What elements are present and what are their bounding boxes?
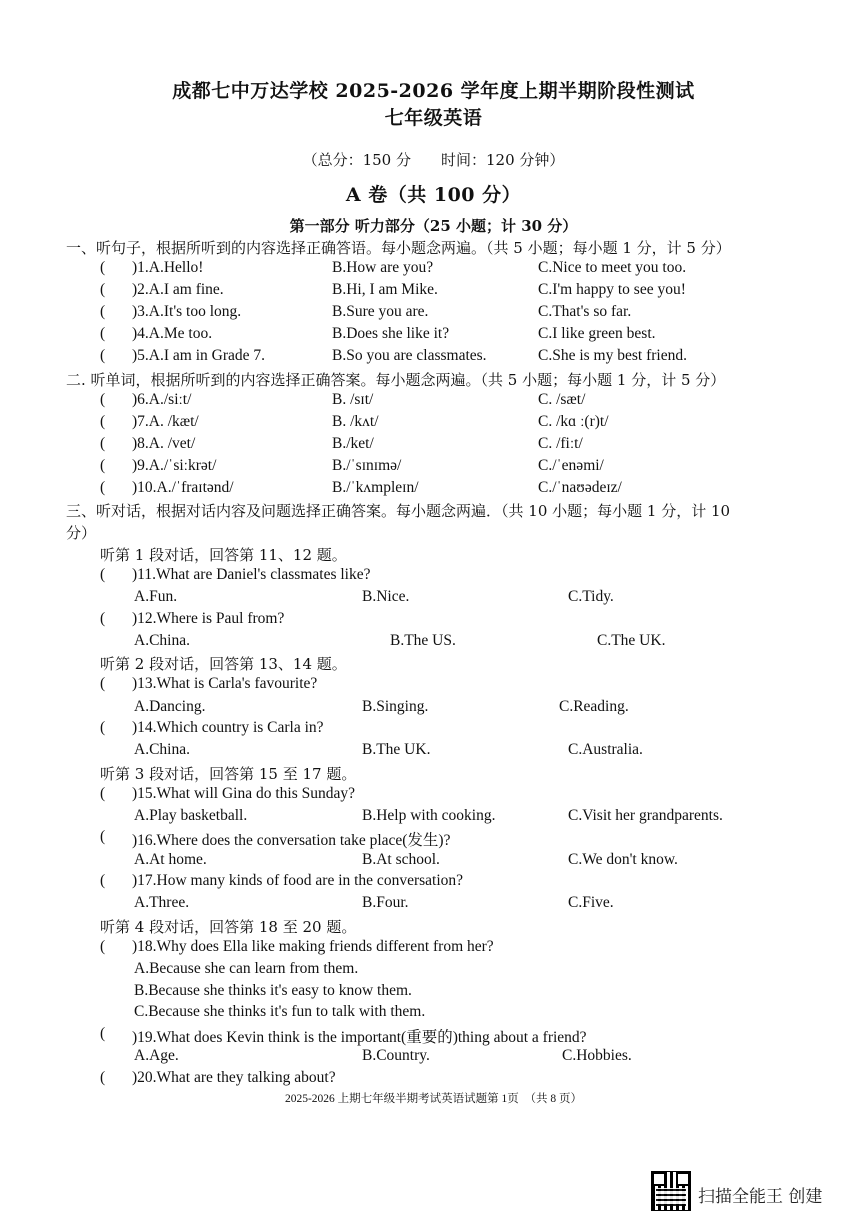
question-option-a: )8.A. /vet/ <box>132 435 196 452</box>
qr-code-icon <box>652 1172 690 1210</box>
part-heading: 第一部分 听力部分（25 小题；计 30 分） <box>289 217 578 235</box>
option-c: C.The UK. <box>597 632 666 649</box>
answer-blank: ( <box>100 675 106 692</box>
option-b: B.Because she thinks it's easy to know them. <box>134 982 412 999</box>
option-c: C.She is my best friend. <box>538 347 687 364</box>
option-b: B.Country. <box>362 1047 430 1064</box>
exam-subtitle: 七年级英语 <box>384 107 483 129</box>
question-option-a: )4.A.Me too. <box>132 325 213 342</box>
answer-blank: ( <box>100 1025 106 1042</box>
answer-blank: ( <box>100 391 106 408</box>
option-a: A.Three. <box>134 894 190 911</box>
option-a: A.Play basketball. <box>134 807 248 824</box>
option-b: B.The US. <box>390 632 456 649</box>
section-3-instruction: 三、听对话，根据对话内容及问题选择正确答案。每小题念两遍．（共 10 小题；每小题 1 分，计 10 <box>66 502 731 520</box>
answer-blank: ( <box>100 785 106 802</box>
option-b: B./ˈsɪnɪmə/ <box>332 457 402 474</box>
option-a: A.Because she can learn from them. <box>134 960 359 977</box>
option-b: B. /kʌt/ <box>332 413 379 430</box>
option-c: C.Tidy. <box>568 588 614 605</box>
answer-blank: ( <box>100 828 106 845</box>
option-b: B.Four. <box>362 894 409 911</box>
page-footer: 2025-2026 上期七年级半期考试英语试题第 1页 （共 8 页） <box>284 1093 583 1105</box>
section-1-instruction: 一、听句子，根据所听到的内容选择正确答语。每小题念两遍。（共 5 小题；每小题 1 分，计 5 分） <box>66 239 731 257</box>
option-c: C./ˈenəmi/ <box>538 457 604 474</box>
option-b: B.How are you? <box>332 259 434 276</box>
question-20: )20.What are they talking about? <box>132 1069 336 1086</box>
dialogue-1-heading: 听第 1 段对话，回答第 11、12 题。 <box>100 546 347 564</box>
section-3-instruction-cont: 分） <box>66 524 97 542</box>
option-a: A.Age. <box>134 1047 179 1064</box>
question-option-a: )1.A.Hello! <box>132 259 204 276</box>
option-c: C. /sæt/ <box>538 391 586 408</box>
option-b: B.At school. <box>362 851 440 868</box>
question-17: )17.How many kinds of food are in the conversation? <box>132 872 464 889</box>
dialogue-3-heading: 听第 3 段对话，回答第 15 至 17 题。 <box>100 765 357 783</box>
question-18: )18.Why does Ella like making friends different from her? <box>132 938 494 955</box>
dialogue-2-heading: 听第 2 段对话，回答第 13、14 题。 <box>100 655 347 673</box>
question-option-a: )7.A. /kæt/ <box>132 413 199 430</box>
option-c: C./ˈnaʊədeɪz/ <box>538 479 622 496</box>
answer-blank: ( <box>100 347 106 364</box>
answer-blank: ( <box>100 435 106 452</box>
option-a: A.Dancing. <box>134 698 206 715</box>
option-a: A.At home. <box>134 851 207 868</box>
option-b: B.Singing. <box>362 698 429 715</box>
answer-blank: ( <box>100 303 106 320</box>
option-c: C.I'm happy to see you! <box>538 281 686 298</box>
question-option-a: )3.A.It's too long. <box>132 303 242 320</box>
answer-blank: ( <box>100 872 106 889</box>
answer-blank: ( <box>100 281 106 298</box>
dialogue-4-heading: 听第 4 段对话，回答第 18 至 20 题。 <box>100 918 357 936</box>
answer-blank: ( <box>100 479 106 496</box>
option-c: C.That's so far. <box>538 303 632 320</box>
question-option-a: )10.A./ˈfraɪtənd/ <box>132 479 234 496</box>
option-c: C. /kɑ ː(r)t/ <box>538 413 609 430</box>
answer-blank: ( <box>100 566 106 583</box>
option-c: C.Because she thinks it's fun to talk with them. <box>134 1003 426 1020</box>
question-15: )15.What will Gina do this Sunday? <box>132 785 355 802</box>
answer-blank: ( <box>100 413 106 430</box>
option-b: B.Sure you are. <box>332 303 429 320</box>
volume-heading: A 卷（共 100 分） <box>345 184 522 206</box>
section-2-instruction: 二. 听单词，根据所听到的内容选择正确答案。每小题念两遍。（共 5 小题；每小题 1 分，计 5 分） <box>66 371 726 389</box>
option-c: C.Australia. <box>568 741 643 758</box>
question-option-a: )2.A.I am fine. <box>132 281 224 298</box>
question-11: )11.What are Daniel's classmates like? <box>132 566 371 583</box>
question-16: )16.Where does the conversation take place(发生)? <box>132 832 451 849</box>
answer-blank: ( <box>100 259 106 276</box>
answer-blank: ( <box>100 938 106 955</box>
option-a: A.China. <box>134 632 190 649</box>
option-c: C.Visit her grandparents. <box>568 807 723 824</box>
question-13: )13.What is Carla's favourite? <box>132 675 318 692</box>
option-c: C.Hobbies. <box>562 1047 632 1064</box>
option-b: B.So you are classmates. <box>332 347 487 364</box>
option-c: C.We don't know. <box>568 851 678 868</box>
option-b: B.Nice. <box>362 588 410 605</box>
option-b: B.Help with cooking. <box>362 807 496 824</box>
question-option-a: )6.A./siːt/ <box>132 391 192 408</box>
option-c: C.I like green best. <box>538 325 656 342</box>
question-option-a: )5.A.I am in Grade 7. <box>132 347 265 364</box>
answer-blank: ( <box>100 719 106 736</box>
question-14: )14.Which country is Carla in? <box>132 719 324 736</box>
scanner-watermark: 扫描全能王 创建 <box>698 1187 823 1207</box>
answer-blank: ( <box>100 457 106 474</box>
option-c: C. /fiːt/ <box>538 435 583 452</box>
answer-blank: ( <box>100 610 106 627</box>
option-b: B.The UK. <box>362 741 431 758</box>
option-c: C.Five. <box>568 894 614 911</box>
exam-title: 成都七中万达学校 2025-2026 学年度上期半期阶段性测试 <box>172 80 695 102</box>
question-19: )19.What does Kevin think is the important(重要的)thing about a friend? <box>132 1029 587 1046</box>
option-b: B./ket/ <box>332 435 374 452</box>
option-a: A.China. <box>134 741 190 758</box>
answer-blank: ( <box>100 1069 106 1086</box>
option-b: B.Hi, I am Mike. <box>332 281 438 298</box>
option-c: C.Nice to meet you too. <box>538 259 687 276</box>
answer-blank: ( <box>100 325 106 342</box>
option-c: C.Reading. <box>559 698 629 715</box>
question-option-a: )9.A./ˈsiːkrət/ <box>132 457 217 474</box>
option-b: B.Does she like it? <box>332 325 450 342</box>
exam-meta: （总分：150 分 时间：120 分钟） <box>302 151 565 169</box>
question-12: )12.Where is Paul from? <box>132 610 285 627</box>
option-a: A.Fun. <box>134 588 178 605</box>
option-b: B./ˈkʌmpleɪn/ <box>332 479 419 496</box>
option-b: B. /sɪt/ <box>332 391 374 408</box>
